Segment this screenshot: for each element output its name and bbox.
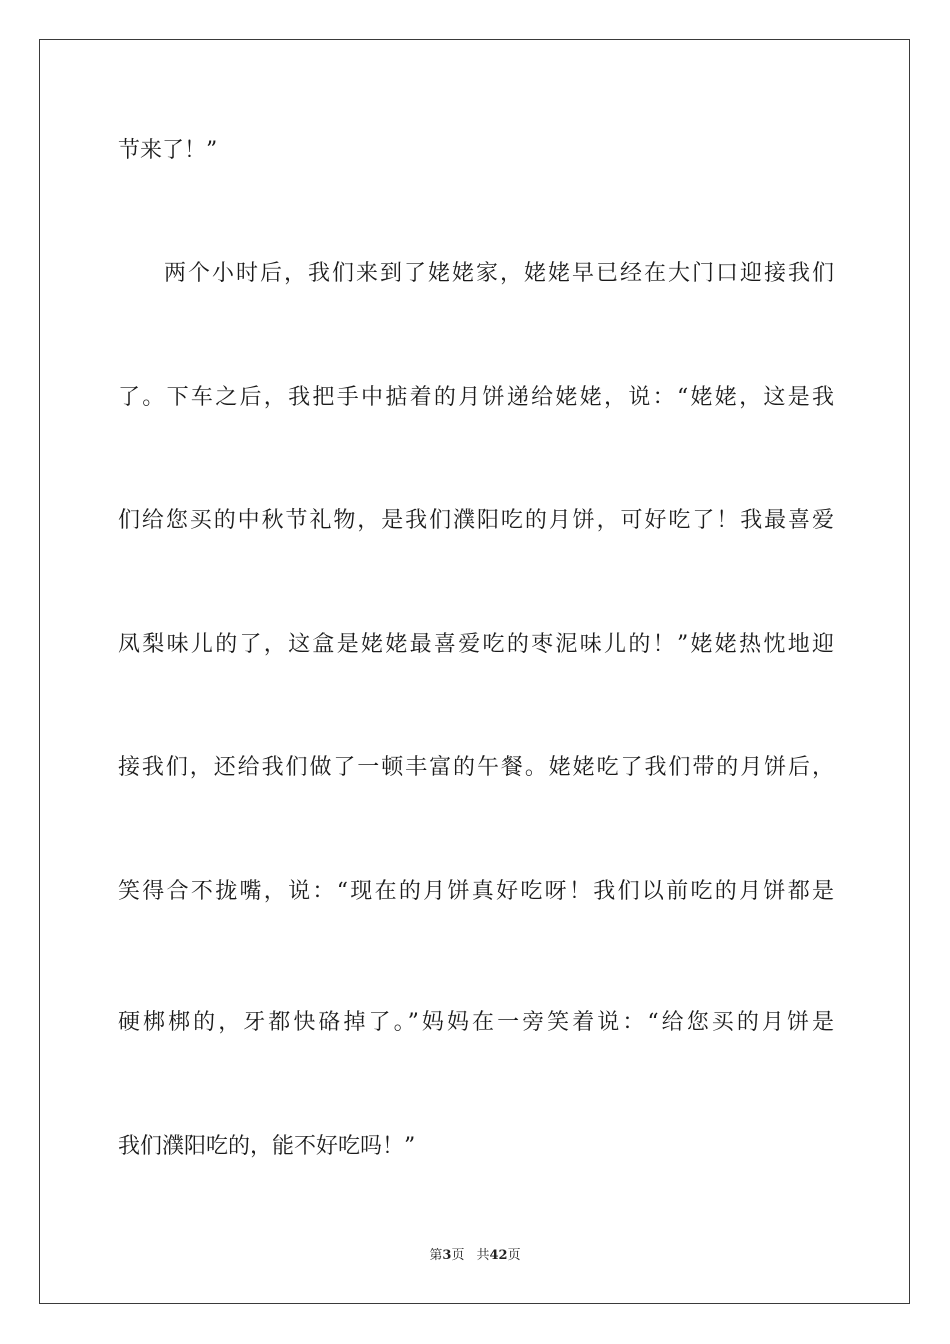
text-line: 们给您买的中秋节礼物，是我们濮阳吃的月饼，可好吃了！我最喜爱 [118, 508, 834, 533]
page-current: 3 [442, 1248, 452, 1263]
page-total: 42 [489, 1248, 508, 1263]
total-prefix: 共 [476, 1248, 490, 1263]
page-border [39, 39, 910, 1304]
text-line: 凤梨味儿的了，这盒是姥姥最喜爱吃的枣泥味儿的！”姥姥热忱地迎 [118, 632, 834, 657]
page-prefix: 第 [429, 1248, 443, 1263]
total-suffix: 页 [507, 1248, 521, 1263]
paragraph-first-line: 两个小时后，我们来到了姥姥家，姥姥早已经在大门口迎接我们 [164, 261, 834, 286]
text-line: 接我们，还给我们做了一顿丰富的午餐。姥姥吃了我们带的月饼后， [118, 755, 834, 780]
text-line: 我们濮阳吃的，能不好吃吗！” [118, 1134, 416, 1159]
text-line: 了。下车之后，我把手中掂着的月饼递给姥姥，说：“姥姥，这是我 [118, 385, 834, 410]
text-line: 硬梆梆的，牙都快硌掉了。”妈妈在一旁笑着说：“给您买的月饼是 [118, 1010, 834, 1035]
page-suffix: 页 [451, 1248, 465, 1263]
text-line: 笑得合不拢嘴，说：“现在的月饼真好吃呀！我们以前吃的月饼都是 [118, 879, 834, 904]
text-line: 节来了！” [118, 138, 218, 163]
page-footer [0, 1247, 950, 1265]
